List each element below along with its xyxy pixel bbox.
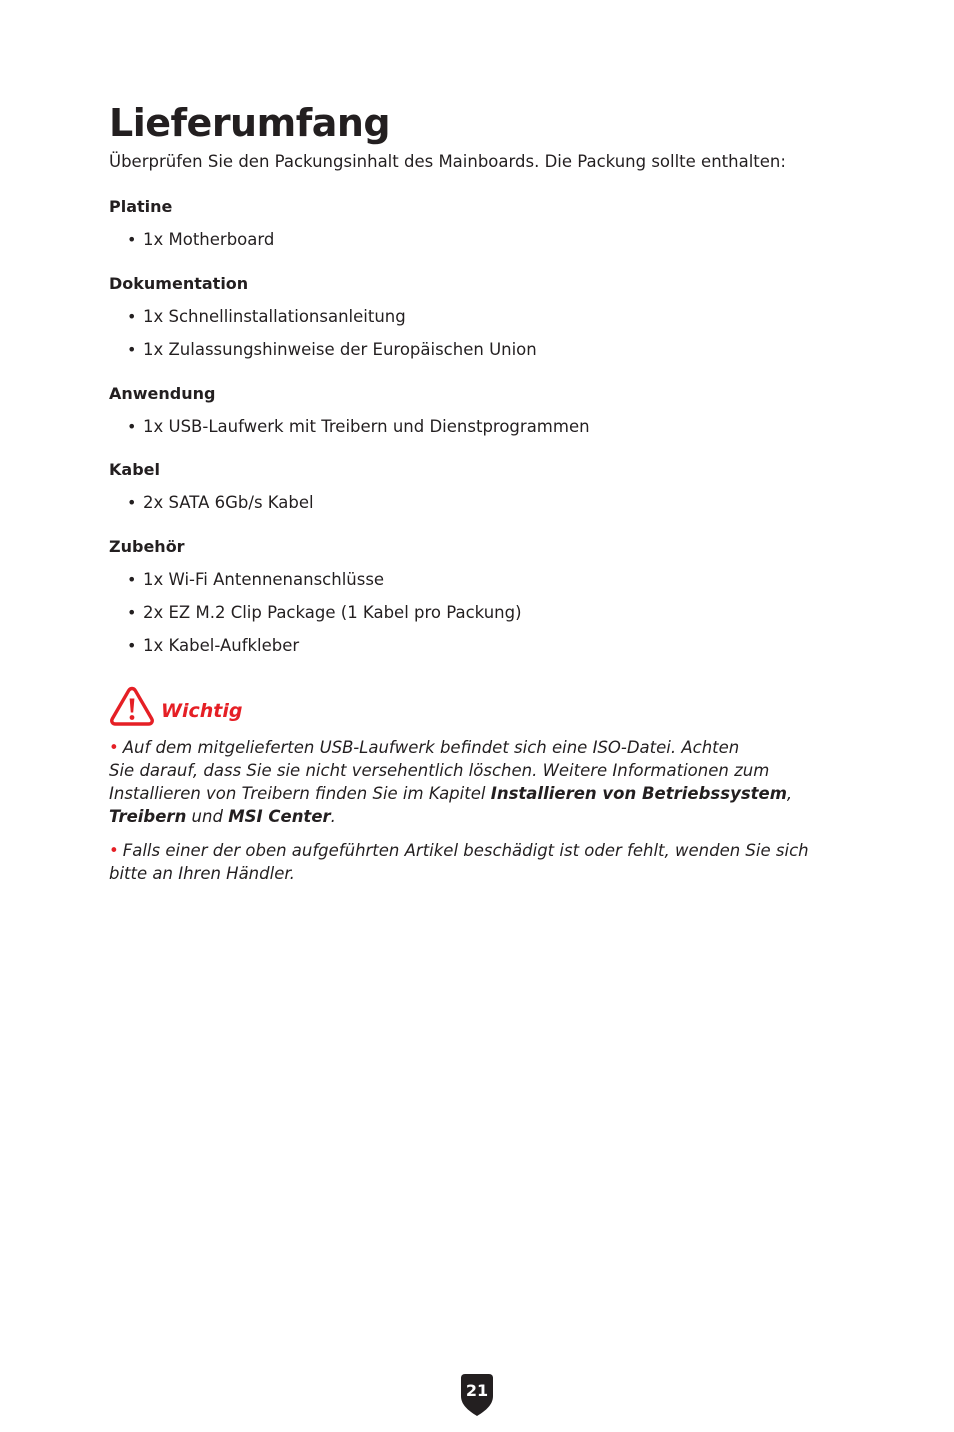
item-list [109,305,849,362]
item-list [109,568,849,658]
list-item: • 1x Wi-Fi Antennenanschlüsse [109,568,849,592]
warning-icon [109,685,155,727]
notice-paragraph-2: • Falls einer der oben aufgeführten Artikel beschädigt ist oder fehlt, wenden Sie sich bitte an Ihren Händler. [109,841,809,883]
item-list [109,491,849,515]
notice-paragraph-1: • Auf dem mitgelieferten USB-Laufwerk befindet sich eine ISO-Datei. Achten Sie darauf, dass Sie sie nicht versehentlich löschen. Weitere Informationen zum Installieren von Treibern finden Sie im Kapitel Installieren von Betriebssystem, Treibern und MSI Center. [109,738,793,826]
bullet-icon: • [127,603,137,622]
page-title: Lieferumfang [109,101,391,145]
list-item: • 1x Schnellinstallationsanleitung [109,305,849,329]
item-list [109,228,849,252]
section-heading: Zubehör [109,537,185,556]
bullet-icon: • [127,340,137,359]
list-item: • 1x USB-Laufwerk mit Treibern und Dienstprogrammen [109,415,849,439]
page-number: 21 [465,1381,489,1400]
chapter-reference: Treibern [109,807,187,826]
intro-text: Überprüfen Sie den Packungsinhalt des Mainboards. Die Packung sollte enthalten: [109,152,786,171]
section-platine [109,195,849,261]
bullet-icon: • [109,841,119,860]
section-heading: Kabel [109,460,160,479]
section-dokumentation [109,272,849,371]
page-number-badge [457,1372,497,1418]
chapter-reference: Installieren von Betriebssystem [490,784,787,803]
bullet-icon: • [109,738,119,757]
notice-title: Wichtig [161,700,243,722]
item-list [109,415,849,439]
list-item: • 1x Zulassungshinweise der Europäischen Union [109,338,849,362]
section-heading: Dokumentation [109,274,249,293]
bullet-icon: • [127,307,137,326]
bullet-icon: • [127,570,137,589]
chapter-reference: MSI Center [228,807,331,826]
list-item: • 2x EZ M.2 Clip Package (1 Kabel pro Packung) [109,601,849,625]
bullet-icon: • [127,636,137,655]
bullet-icon: • [127,417,137,436]
section-heading: Platine [109,197,173,216]
list-item: • 2x SATA 6Gb/s Kabel [109,491,849,515]
bullet-icon: • [127,230,137,249]
section-kabel [109,458,849,524]
bullet-icon: • [127,493,137,512]
list-item: • 1x Kabel-Aufkleber [109,634,849,658]
notice-header [109,684,242,728]
section-heading: Anwendung [109,384,216,403]
list-item: • 1x Motherboard [109,228,849,252]
section-anwendung [109,382,849,448]
section-zubehoer [109,535,849,667]
